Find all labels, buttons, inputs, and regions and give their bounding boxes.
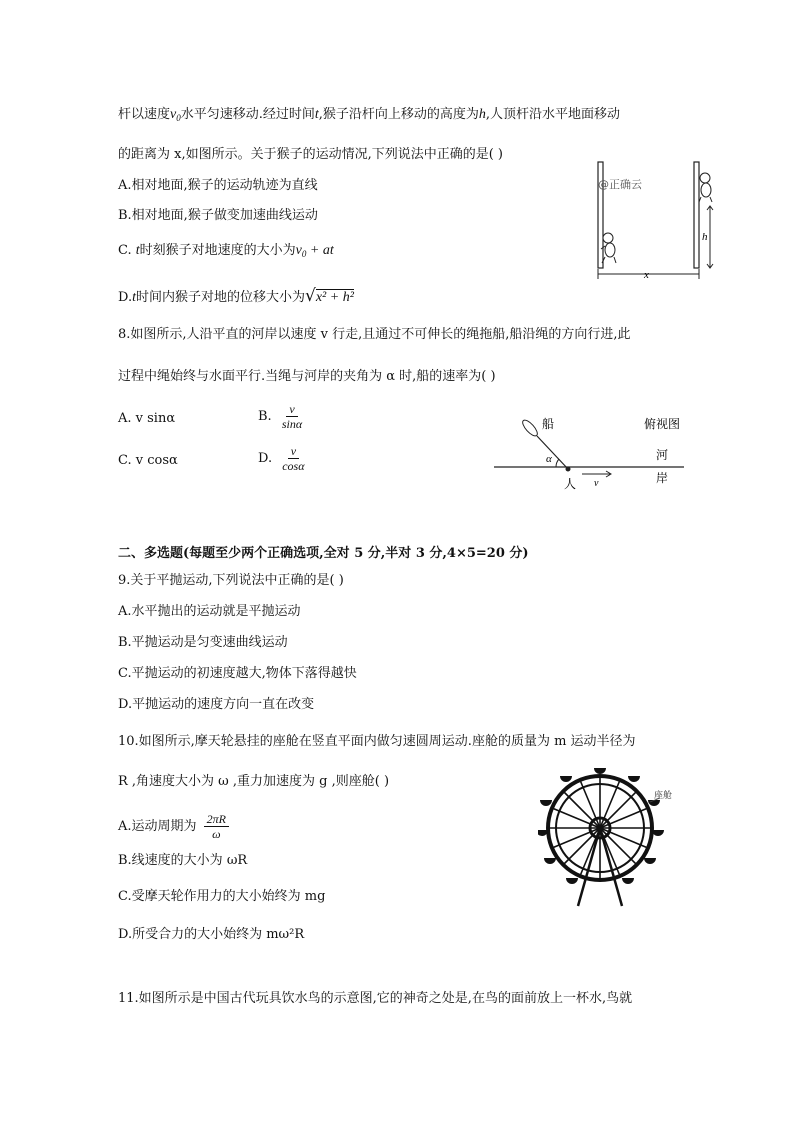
svg-text:人: 人 [564, 477, 577, 491]
q10-option-a: A.运动周期为 $\frac{2\pi R}{\omega}$ [118, 812, 229, 841]
svg-text:x: x [644, 269, 649, 281]
q9-option-c: C.平抛运动的初速度越大,物体下落得越快 [118, 666, 357, 681]
svg-text:h: h [702, 231, 708, 243]
q10-option-d: D.所受合力的大小始终为 mω²R [118, 927, 305, 942]
boat-icon [520, 418, 539, 438]
q8-option-a: A. v sinα [118, 411, 176, 426]
q8-option-b: B. $\frac{v}{\sin\alpha}$ [258, 402, 303, 431]
v0-symbol: $v_0$ [170, 107, 181, 123]
q9-option-a: A.水平抛出的运动就是平抛运动 [118, 604, 301, 619]
q7-option-b: B.相对地面,猴子做变加速曲线运动 [118, 208, 318, 223]
svg-text:俯视图: 俯视图 [644, 417, 681, 431]
q10-ferris-wheel-figure [538, 764, 678, 910]
q10-stem-line1: 10.如图所示,摩天轮悬挂的座舱在竖直平面内做匀速圆周运动.座舱的质量为 m 运动半径为 [118, 734, 636, 749]
svg-text:α: α [546, 453, 552, 465]
q10-stem-line2: R ,角速度大小为 ω ,重力加速度为 g ,则座舱( ) [118, 774, 390, 789]
q9-option-d: D.平抛运动的速度方向一直在改变 [118, 697, 315, 712]
q7-stem-line1: 杆以速度$v_0$水平匀速移动.经过时间t,猴子沿杆向上移动的高度为h,人顶杆沿水平地面移动 [118, 107, 621, 123]
svg-text:船: 船 [542, 417, 555, 431]
q7-monkey-figure [588, 158, 718, 288]
rope-line [537, 436, 568, 469]
cabin-label: 座舱 [654, 791, 673, 801]
monkey-icon-upper [699, 173, 712, 202]
q8-stem-line1: 8.如图所示,人沿平直的河岸以速度 v 行走,且通过不可伸长的绳拖船,船沿绳的方向行进,此 [118, 327, 631, 342]
section2-title: 二、多选题(每题至少两个正确选项,全对 5 分,半对 3 分,4×5=20 分) [118, 546, 529, 561]
q8-option-c: C. v cosα [118, 453, 178, 468]
q9-option-b: B.平抛运动是匀变速曲线运动 [118, 635, 288, 650]
ferris-wheel-icon [538, 768, 664, 906]
q8-option-d: D. $\frac{v}{\cos\alpha}$ [258, 444, 305, 473]
q10-option-c: C.受摩天轮作用力的大小始终为 mg [118, 889, 326, 904]
q10-option-b: B.线速度的大小为 ωR [118, 853, 248, 868]
watermark-text: @正确云 [598, 178, 642, 191]
q8-stem-line2: 过程中绳始终与水面平行.当绳与河岸的夹角为 α 时,船的速率为( ) [118, 369, 496, 384]
svg-text:v: v [594, 478, 599, 489]
q7-stem-line2: 的距离为 x,如图所示。关于猴子的运动情况,下列说法中正确的是( ) [118, 147, 504, 162]
person-dot [566, 467, 571, 472]
q7-option-d: D.t时间内猴子对地的位移大小为√x² + h² [118, 286, 354, 306]
q11-stem-line1: 11.如图所示是中国古代玩具饮水鸟的示意图,它的神奇之处是,在鸟的面前放上一杯水,鸟就 [118, 991, 633, 1006]
q9-stem: 9.关于平抛运动,下列说法中正确的是( ) [118, 573, 344, 588]
q7-option-c: C. t时刻猴子对地速度的大小为$v_0$ + at [118, 243, 334, 259]
q8-boat-figure [486, 404, 686, 496]
q7-option-a: A.相对地面,猴子的运动轨迹为直线 [118, 178, 318, 193]
right-pole [694, 162, 699, 268]
svg-text:岸: 岸 [656, 471, 669, 485]
svg-text:河: 河 [656, 448, 669, 462]
